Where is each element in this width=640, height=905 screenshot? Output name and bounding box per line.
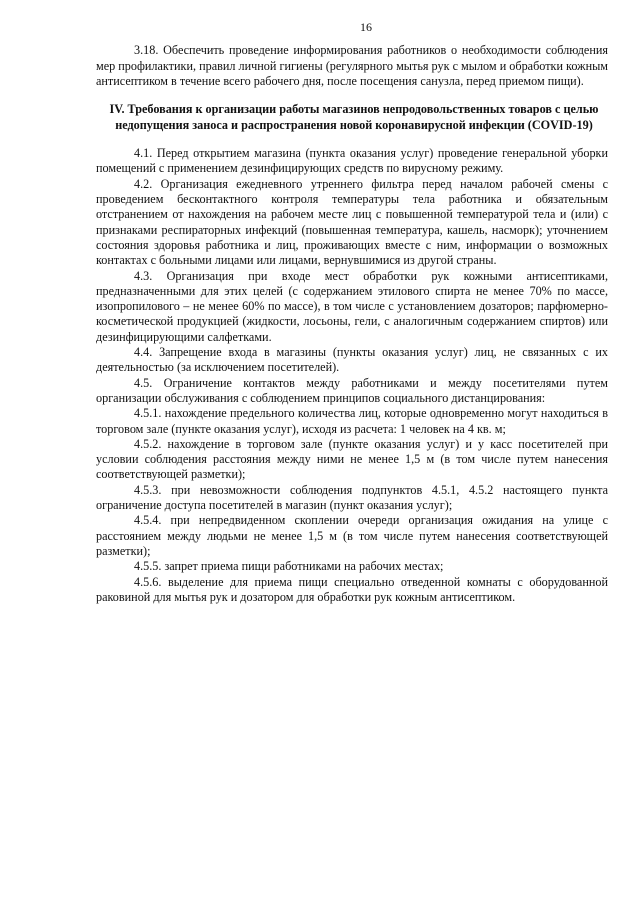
paragraph-4-1: 4.1. Перед открытием магазина (пункта оказания услуг) проведение генеральной уборки помещений с применением дезинфицирующих средств по вирусному режиму. — [96, 146, 608, 176]
paragraph-4-5-2: 4.5.2. нахождение в торговом зале (пункте оказания услуг) и у касс посетителей при условии соблюдения расстояния между ними не менее 1,5 м (в том числе путем нанесения соответствующей разметки); — [96, 436, 608, 482]
page-number: 16 — [360, 20, 372, 34]
document-page — [96, 20, 608, 605]
paragraph-4-5-1: 4.5.1. нахождение предельного количества лиц, которые одновременно могут находиться в торговом зале (пункте оказания услуг), исходя из расчета: 1 человек на 4 кв. м; — [96, 406, 608, 436]
paragraph-4-5-5: 4.5.5. запрет приема пищи работниками на рабочих местах; — [134, 559, 444, 574]
paragraph-4-2: 4.2. Организация ежедневного утреннего фильтра перед началом рабочей смены с проведением бесконтактного контроля температуры тела работника и обязательным отстранением от нахождения на рабочем месте лиц с повышенной температурой тела и (или) с признаками респираторных инфекций (повышенная температура, кашель, насморк); уточнением состояния здоровья работника и лиц, проживающих вместе с ним, информации о возможных контактах с больными лицами или лицами, вернувшимися из другой страны. — [96, 176, 608, 268]
paragraph-4-3: 4.3. Организация при входе мест обработки рук кожными антисептиками, предназначенными для этих целей (с содержанием этилового спирта не менее 70% по массе, изопропилового – не менее 60% по массе), в том числе с установлением дозаторов; парфюмерно-косметической продукцией (жидкости, лосьоны, гели, с аналогичным содержанием спиртов) или дезинфицирующими салфетками. — [96, 268, 608, 344]
paragraph-4-5-3: 4.5.3. при невозможности соблюдения подпунктов 4.5.1, 4.5.2 настоящего пункта ограничение доступа посетителей в магазин (пункт оказания услуг); — [96, 482, 608, 513]
section-heading: IV. Требования к организации работы магазинов непродовольственных товаров с целью недопущения заноса и распространения новой коронавирусной инфекции (COVID-19) — [109, 102, 599, 132]
paragraph-4-5-6: 4.5.6. выделение для приема пищи специально отведенной комнаты с оборудованной раковиной для мытья рук и дозатором для обработки рук кожным антисептиком. — [96, 574, 608, 604]
paragraph-4-4: 4.4. Запрещение входа в магазины (пункты оказания услуг) лиц, не связанных с их деятельностью (за исключением посетителей). — [96, 345, 608, 375]
paragraph-4-5-4: 4.5.4. при непредвиденном скоплении очереди организация ожидания на улице с расстоянием между людьми не менее 1,5 м (в том числе путем нанесения соответствующей разметки); — [96, 513, 608, 558]
paragraph-4-5: 4.5. Ограничение контактов между работниками и между посетителями путем организации обслуживания с соблюдением принципов социального дистанцирования: — [96, 375, 608, 405]
paragraph-3-18: 3.18. Обеспечить проведение информирования работников о необходимости соблюдения мер профилактики, правил личной гигиены (регулярного мытья рук с мылом и обработки кожным антисептиком в течение всего рабочего дня, после посещения санузла, перед приемом пищи). — [96, 43, 608, 88]
